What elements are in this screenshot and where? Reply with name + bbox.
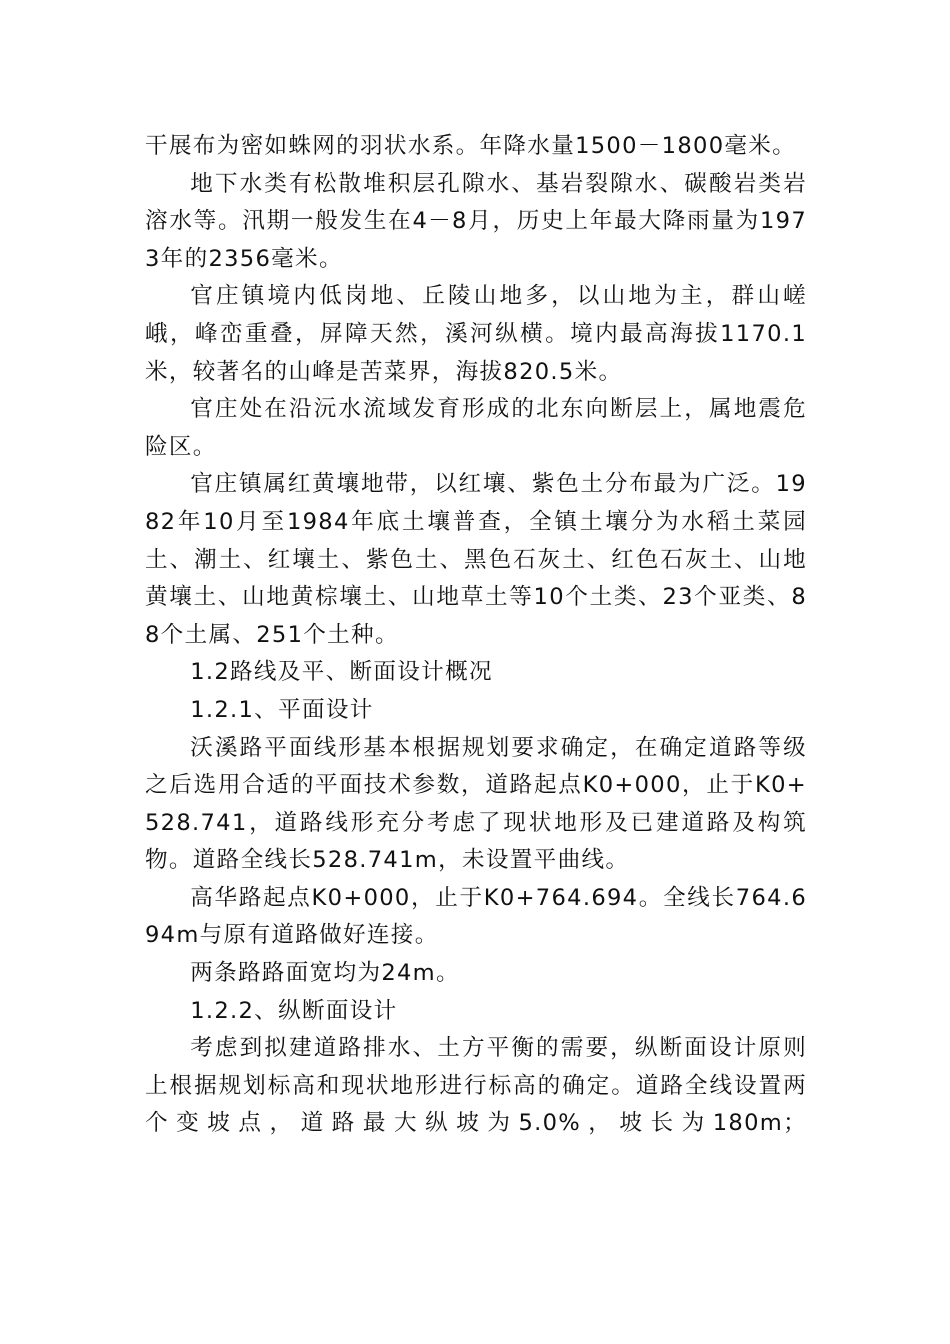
paragraph-gaohua-road: 高华路起点K0+000，止于K0+764.694。全线长764.694m与原有道路做好连接。 (145, 884, 807, 949)
section-heading-1-2: 1.2路线及平、断面设计概况 (190, 659, 493, 686)
section-heading-1-2-2: 1.2.2、纵断面设计 (190, 997, 398, 1024)
paragraph-water-system: 干展布为密如蛛网的羽状水系。年降水量1500－1800毫米。 (145, 133, 797, 159)
section-heading-1-2-1: 1.2.1、平面设计 (190, 696, 374, 723)
paragraph-fault: 官庄处在沿沅水流域发育形成的北东向断层上，属地震危险区。 (145, 396, 807, 460)
paragraph-groundwater: 地下水类有松散堆积层孔隙水、基岩裂隙水、碳酸岩类岩溶水等。汛期一般发生在4－8月，历史上年最大降雨量为1973年的2356毫米。 (145, 170, 807, 272)
paragraph-terrain: 官庄镇境内低岗地、丘陵山地多，以山地为主，群山嵯峨，峰峦重叠，屏障天然，溪河纵横。境内最高海拔1170.1米，较著名的山峰是苦菜界，海拔820.5米。 (145, 283, 807, 385)
paragraph-vertical-design: 考虑到拟建道路排水、土方平衡的需要，纵断面设计原则上根据规划标高和现状地形进行标高的确定。道路全线设置两个变坡点，道路最大纵坡为5.0%，坡长为180m； (145, 1035, 807, 1137)
paragraph-road-width: 两条路路面宽均为24m。 (190, 960, 460, 987)
paragraph-woxi-road: 沃溪路平面线形基本根据规划要求确定，在确定道路等级之后选用合适的平面技术参数，道路起点K0+000，止于K0+528.741，道路线形充分考虑了现状地形及已建道路及构筑物。道路全线长528.741m，未设置平曲线。 (145, 734, 807, 874)
document-page (145, 128, 807, 1143)
paragraph-soil: 官庄镇属红黄壤地带，以红壤、紫色土分布最为广泛。1982年10月至1984年底土壤普查，全镇土壤分为水稻土菜园土、潮土、红壤土、紫色土、黑色石灰土、红色石灰土、山地黄壤土、山地黄棕壤土、山地草土等10个土类、23个亚类、88个土属、251个土种。 (145, 471, 807, 648)
